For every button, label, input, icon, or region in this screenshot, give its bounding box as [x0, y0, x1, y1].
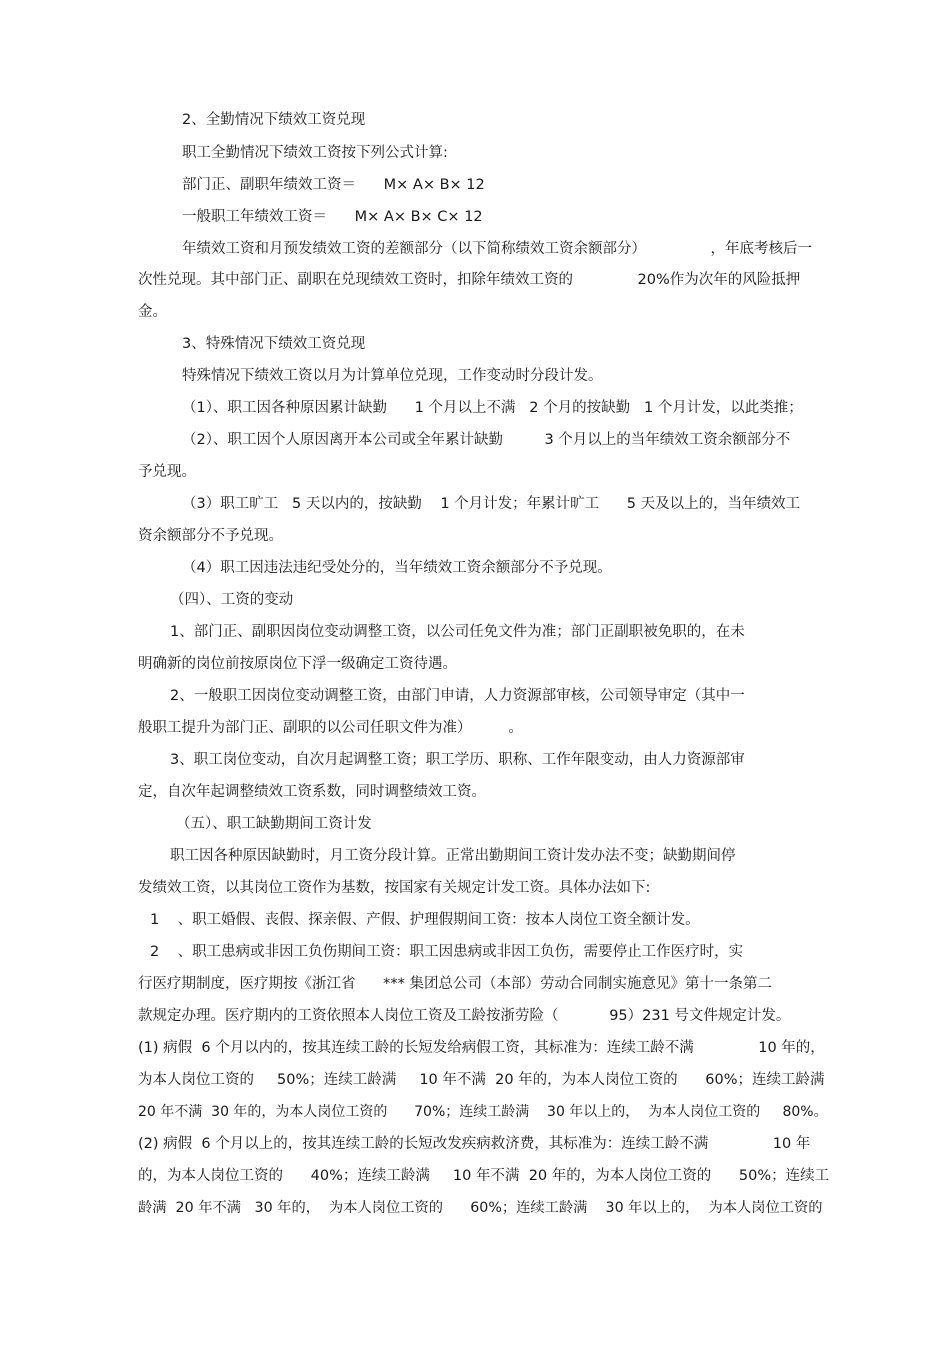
list-item: （3）职工旷工 5 天以内的，按缺勤 1 个月计发；年累计旷工 5 天及以上的，当年绩效工	[182, 496, 801, 512]
text-line: 次性兑现。其中部门正、副职在兑现绩效工资时，扣除年绩效工资的 20%作为次年的风险抵押	[138, 272, 801, 288]
list-item: 1 、职工婚假、丧假、探亲假、产假、护理假期间工资：按本人岗位工资全额计发。	[150, 912, 700, 928]
text-line: 款规定办理。医疗期内的工资依照本人岗位工资及工龄按浙劳险（ 95）231 号文件规定计发。	[138, 1008, 791, 1024]
section-heading: （四）、工资的变动	[170, 592, 294, 608]
text-line: 职工因各种原因缺勤时，月工资分段计算。正常出勤期间工资计发办法不变；缺勤期间停	[170, 848, 736, 864]
list-item: （4）职工因违法违纪受处分的，当年绩效工资余额部分不予兑现。	[182, 560, 612, 576]
formula-line: 一般职工年绩效工资＝ M× A× B× C× 12	[182, 209, 483, 225]
text-line: 资余额部分不予兑现。	[138, 528, 283, 544]
text-line: 发绩效工资，以其岗位工资作为基数，按国家有关规定计发工资。具体办法如下:	[138, 880, 651, 896]
text-line: 的，为本人岗位工资的 40%；连续工龄满 10 年不满 20 年的，为本人岗位工资的 50%；连续工	[138, 1168, 830, 1184]
list-item: （1）、职工因各种原因累计缺勤 1 个月以上不满 2 个月的按缺勤 1 个月计发，以此类推；	[182, 400, 803, 416]
text-line: 20 年不满 30 年的，为本人岗位工资的 70%；连续工龄满 30 年以上的， 为本人岗位工资的 80%。	[138, 1104, 828, 1120]
text-line: 定，自次年起调整绩效工资系数，同时调整绩效工资。	[138, 784, 486, 800]
formula-line: 部门正、副职年绩效工资＝ M× A× B× 12	[182, 177, 485, 193]
section-heading: 3、特殊情况下绩效工资兑现	[182, 336, 366, 352]
section-heading: 2、全勤情况下绩效工资兑现	[182, 112, 366, 128]
list-item: （2）、职工因个人原因离开本公司或全年累计缺勤 3 个月以上的当年绩效工资余额部分不	[182, 432, 791, 448]
text-line: 年绩效工资和月预发绩效工资的差额部分（以下简称绩效工资余额部分） ，年底考核后一	[182, 241, 813, 257]
text-line: 职工全勤情况下绩效工资按下列公式计算:	[182, 145, 448, 161]
text-line: 明确新的岗位前按原岗位下浮一级确定工资待遇。	[138, 656, 457, 672]
text-line: 予兑现。	[138, 464, 196, 480]
section-heading: （五）、职工缺勤期间工资计发	[176, 816, 372, 832]
text-line: 特殊情况下绩效工资以月为计算单位兑现，工作变动时分段计发。	[182, 368, 603, 384]
list-item: 3、职工岗位变动，自次月起调整工资；职工学历、职称、工作年限变动，由人力资源部审	[170, 752, 745, 768]
list-item: (1) 病假 6 个月以内的，按其连续工龄的长短发给病假工资，其标准为：连续工龄不满 10 年的，	[138, 1040, 825, 1056]
text-line: 般职工提升为部门正、副职的以公司任职文件为准） 。	[138, 720, 523, 736]
text-line: 行医疗期制度，医疗期按《浙江省 *** 集团总公司（本部）劳动合同制实施意见》第十一条第二	[138, 976, 773, 992]
text-line: 金。	[138, 304, 167, 320]
list-item: 1、部门正、副职因岗位变动调整工资，以公司任免文件为准；部门正副职被免职的，在未	[170, 624, 745, 640]
text-line: 龄满 20 年不满 30 年的， 为本人岗位工资的 60%；连续工龄满 30 年以上的， 为本人岗位工资的	[138, 1200, 823, 1216]
list-item: 2 、职工患病或非因工负伤期间工资：职工因患病或非因工负伤，需要停止工作医疗时，实	[150, 944, 744, 960]
list-item: (2) 病假 6 个月以上的，按其连续工龄的长短改发疾病救济费，其标准为：连续工龄不满 10 年	[138, 1136, 811, 1152]
text-line: 为本人岗位工资的 50%；连续工龄满 10 年不满 20 年的，为本人岗位工资的 60%；连续工龄满	[138, 1072, 825, 1088]
list-item: 2、一般职工因岗位变动调整工资，由部门申请，人力资源部审核，公司领导审定（其中一	[170, 688, 745, 704]
